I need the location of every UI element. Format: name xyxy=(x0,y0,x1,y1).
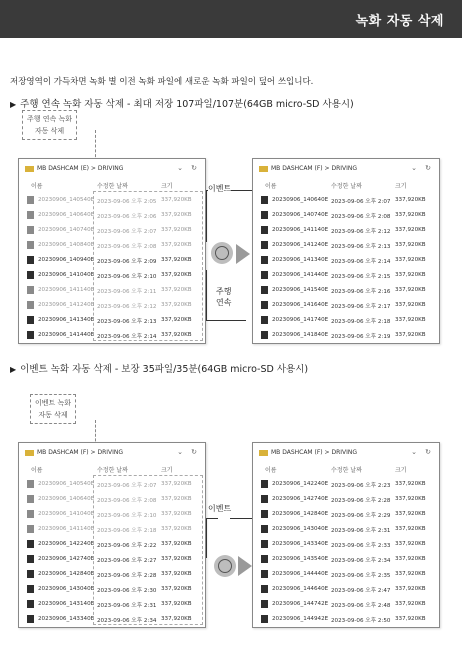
column-headers xyxy=(19,465,205,475)
column-headers xyxy=(19,181,205,191)
chevron-down-icon[interactable]: ⌄ xyxy=(177,164,183,172)
video-file-icon xyxy=(27,540,34,548)
video-file-icon xyxy=(261,286,268,294)
file-row[interactable]: 20230906_144942E 2023-09-06 오후 2:50 337,920KB xyxy=(253,612,439,627)
file-row[interactable]: 20230906_141040E 2023-09-06 오후 2:10 337,920KB xyxy=(19,268,205,283)
video-file-icon xyxy=(27,241,34,249)
section1-title-text: 주행 연속 녹화 자동 삭제 - 최대 저장 107파일/107분(64GB micro-SD 사용시) xyxy=(20,99,354,110)
col-size[interactable]: 크기 xyxy=(161,183,173,190)
file-row[interactable]: 20230906_142740E 2023-09-06 오후 2:27 337,920KB xyxy=(19,552,205,567)
video-file-icon xyxy=(27,510,34,518)
video-file-icon xyxy=(261,211,268,219)
file-row[interactable]: 20230906_142840E 2023-09-06 오후 2:28 337,920KB xyxy=(19,567,205,582)
video-file-icon xyxy=(27,316,34,324)
column-headers xyxy=(253,181,439,191)
folder-icon xyxy=(25,450,34,456)
triangle-bullet-icon: ▶ xyxy=(10,100,17,109)
video-file-icon xyxy=(261,600,268,608)
file-row[interactable]: 20230906_140940E 2023-09-06 오후 2:09 337,920KB xyxy=(19,253,205,268)
file-row[interactable]: 20230906_140640E 2023-09-06 오후 2:07 337,920KB xyxy=(253,193,439,208)
section2-title xyxy=(10,361,308,375)
event-label: 이벤트 xyxy=(208,504,232,513)
col-date[interactable]: 수정한 날짜 xyxy=(331,183,362,190)
video-file-icon xyxy=(261,615,268,623)
event-connector-vertical xyxy=(206,190,207,242)
file-row[interactable]: 20230906_141240E 2023-09-06 오후 2:12 337,920KB xyxy=(19,298,205,313)
video-file-icon xyxy=(261,585,268,593)
file-row[interactable]: 20230906_144440E 2023-09-06 오후 2:35 337,920KB xyxy=(253,567,439,582)
video-file-icon xyxy=(261,555,268,563)
file-row[interactable]: 20230906_140740E 2023-09-06 오후 2:08 337,920KB xyxy=(253,208,439,223)
col-name[interactable]: 이름 xyxy=(265,183,277,190)
clock-icon xyxy=(214,555,236,577)
intro-text: 저장영역이 가득차면 녹화 별 이전 녹화 파일에 새로운 녹화 파일이 덮어 쓰입니다. xyxy=(10,77,314,87)
file-row[interactable]: 20230906_141740E 2023-09-06 오후 2:18 337,920KB xyxy=(253,313,439,328)
video-file-icon xyxy=(261,316,268,324)
file-row[interactable]: 20230906_140840E 2023-09-06 오후 2:08 337,920KB xyxy=(19,238,205,253)
event-label: 이벤트 xyxy=(208,184,232,193)
section2-right-window xyxy=(252,442,440,628)
section1-note xyxy=(22,110,77,140)
video-file-icon xyxy=(261,510,268,518)
video-file-icon xyxy=(261,540,268,548)
deleted-region-outline xyxy=(93,475,203,625)
file-row[interactable]: 20230906_141340E 2023-09-06 오후 2:14 337,920KB xyxy=(253,253,439,268)
file-row[interactable]: 20230906_141240E 2023-09-06 오후 2:13 337,920KB xyxy=(253,238,439,253)
refresh-icon[interactable]: ↻ xyxy=(191,164,197,172)
drive-label-2: 연속 xyxy=(216,298,232,307)
video-file-icon xyxy=(261,570,268,578)
file-row[interactable]: 20230906_141340E 2023-09-06 오후 2:13 337,920KB xyxy=(19,313,205,328)
video-file-icon xyxy=(27,301,34,309)
section1-left-window xyxy=(18,158,206,344)
video-file-icon xyxy=(27,525,34,533)
page-title: 녹화 자동 삭제 xyxy=(355,14,444,29)
section2-title-text: 이벤트 녹화 자동 삭제 - 보장 35파일/35분(64GB micro-SD 사용시) xyxy=(20,364,309,375)
col-size[interactable]: 크기 xyxy=(395,183,407,190)
arrow-right-icon xyxy=(238,556,252,576)
refresh-icon[interactable]: ↻ xyxy=(191,448,197,456)
section1-note-line1: 주행 연속 녹화 xyxy=(27,115,73,123)
section2-note xyxy=(30,394,76,424)
file-row[interactable]: 20230906_140640E 2023-09-06 오후 2:08 337,920KB xyxy=(19,492,205,507)
section1-note-line2: 자동 삭제 xyxy=(34,127,65,135)
video-file-icon xyxy=(27,211,34,219)
video-file-icon xyxy=(27,331,34,339)
file-row[interactable]: 20230906_144640E 2023-09-06 오후 2:47 337,920KB xyxy=(253,582,439,597)
window-breadcrumb: MB DASHCAM (F) > DRIVING xyxy=(25,449,123,456)
window-breadcrumb: MB DASHCAM (F) > DRIVING xyxy=(259,165,357,172)
video-file-icon xyxy=(27,286,34,294)
file-row[interactable]: 20230906_141540E 2023-09-06 오후 2:16 337,920KB xyxy=(253,283,439,298)
file-row[interactable]: 20230906_141140E 2023-09-06 오후 2:12 337,920KB xyxy=(253,223,439,238)
video-file-icon xyxy=(261,495,268,503)
file-row[interactable]: 20230906_143140E 2023-09-06 오후 2:31 337,920KB xyxy=(19,597,205,612)
file-row[interactable]: 20230906_141140E 2023-09-06 오후 2:18 337,920KB xyxy=(19,522,205,537)
col-size[interactable]: 크기 xyxy=(161,467,173,474)
folder-icon xyxy=(259,450,268,456)
clock-icon xyxy=(211,242,233,264)
section2-left-window xyxy=(18,442,206,628)
triangle-bullet-icon: ▶ xyxy=(10,365,17,374)
video-file-icon xyxy=(27,600,34,608)
video-file-icon xyxy=(27,585,34,593)
deleted-region-outline xyxy=(93,191,203,341)
section2-note-line2: 자동 삭제 xyxy=(38,411,68,419)
chevron-down-icon[interactable]: ⌄ xyxy=(411,164,417,172)
window-breadcrumb: MB DASHCAM (F) > DRIVING xyxy=(259,449,357,456)
video-file-icon xyxy=(27,555,34,563)
file-row[interactable]: 20230906_141040E 2023-09-06 오후 2:10 337,920KB xyxy=(19,507,205,522)
file-row[interactable]: 20230906_143340E 2023-09-06 오후 2:33 337,920KB xyxy=(253,537,439,552)
video-file-icon xyxy=(27,615,34,623)
video-file-icon xyxy=(27,196,34,204)
video-file-icon xyxy=(261,196,268,204)
section2-note-line1: 이벤트 녹화 xyxy=(35,399,72,407)
file-row[interactable]: 20230906_142840E 2023-09-06 오후 2:29 337,920KB xyxy=(253,507,439,522)
col-date[interactable]: 수정한 날짜 xyxy=(97,467,128,474)
column-headers xyxy=(253,465,439,475)
file-row[interactable]: 20230906_141640E 2023-09-06 오후 2:17 337,920KB xyxy=(253,298,439,313)
file-row[interactable]: 20230906_141140E 2023-09-06 오후 2:11 337,920KB xyxy=(19,283,205,298)
drive-connector-vertical xyxy=(206,270,207,320)
video-file-icon xyxy=(27,480,34,488)
drive-connector-arrow xyxy=(206,320,246,321)
file-row[interactable]: 20230906_140640E 2023-09-06 오후 2:06 337,920KB xyxy=(19,208,205,223)
drive-label-1: 주행 xyxy=(216,287,232,296)
file-row[interactable]: 20230906_143340E 2023-09-06 오후 2:34 337,920KB xyxy=(19,612,205,627)
video-file-icon xyxy=(27,495,34,503)
folder-icon xyxy=(259,166,268,172)
event-connector-arrow xyxy=(230,518,252,519)
folder-icon xyxy=(25,166,34,172)
video-file-icon xyxy=(27,256,34,264)
event-connector-vertical xyxy=(206,518,207,558)
col-name[interactable]: 이름 xyxy=(31,183,43,190)
file-row[interactable]: 20230906_141440E 2023-09-06 오후 2:14 337,920KB xyxy=(19,328,205,343)
col-date[interactable]: 수정한 날짜 xyxy=(97,183,128,190)
file-row[interactable]: 20230906_140540E 2023-09-06 오후 2:07 337,920KB xyxy=(19,477,205,492)
section1-title xyxy=(10,96,354,110)
col-size[interactable]: 크기 xyxy=(395,467,407,474)
col-name[interactable]: 이름 xyxy=(31,467,43,474)
file-row[interactable]: 20230906_143540E 2023-09-06 오후 2:34 337,920KB xyxy=(253,552,439,567)
refresh-icon[interactable]: ↻ xyxy=(425,164,431,172)
header-bar xyxy=(0,0,462,38)
video-file-icon xyxy=(27,271,34,279)
file-row[interactable]: 20230906_141840E 2023-09-06 오후 2:19 337,920KB xyxy=(253,328,439,343)
window-breadcrumb: MB DASHCAM (E) > DRIVING xyxy=(25,165,123,172)
file-row[interactable]: 20230906_142740E 2023-09-06 오후 2:28 337,920KB xyxy=(253,492,439,507)
file-row[interactable]: 20230906_142240E 2023-09-06 오후 2:22 337,920KB xyxy=(19,537,205,552)
refresh-icon[interactable]: ↻ xyxy=(425,448,431,456)
video-file-icon xyxy=(261,525,268,533)
col-date[interactable]: 수정한 날짜 xyxy=(331,467,362,474)
video-file-icon xyxy=(261,301,268,309)
chevron-down-icon[interactable]: ⌄ xyxy=(177,448,183,456)
file-row[interactable]: 20230906_140740E 2023-09-06 오후 2:07 337,920KB xyxy=(19,223,205,238)
file-row[interactable]: 20230906_143040E 2023-09-06 오후 2:31 337,920KB xyxy=(253,522,439,537)
video-file-icon xyxy=(261,241,268,249)
file-list xyxy=(253,477,439,627)
arrow-right-icon xyxy=(236,244,250,264)
video-file-icon xyxy=(27,570,34,578)
file-row[interactable]: 20230906_142240E 2023-09-06 오후 2:23 337,920KB xyxy=(253,477,439,492)
chevron-down-icon[interactable]: ⌄ xyxy=(411,448,417,456)
video-file-icon xyxy=(261,226,268,234)
video-file-icon xyxy=(261,480,268,488)
file-row[interactable]: 20230906_141440E 2023-09-06 오후 2:15 337,920KB xyxy=(253,268,439,283)
section1-right-window xyxy=(252,158,440,344)
video-file-icon xyxy=(261,256,268,264)
file-row[interactable]: 20230906_140540E 2023-09-06 오후 2:05 337,920KB xyxy=(19,193,205,208)
video-file-icon xyxy=(27,226,34,234)
event-connector-arrow xyxy=(230,190,252,191)
file-row[interactable]: 20230906_143040E 2023-09-06 오후 2:30 337,920KB xyxy=(19,582,205,597)
file-row[interactable]: 20230906_144742E 2023-09-06 오후 2:48 337,920KB xyxy=(253,597,439,612)
video-file-icon xyxy=(261,331,268,339)
event-connector xyxy=(206,518,218,519)
col-name[interactable]: 이름 xyxy=(265,467,277,474)
video-file-icon xyxy=(261,271,268,279)
file-list xyxy=(253,193,439,343)
